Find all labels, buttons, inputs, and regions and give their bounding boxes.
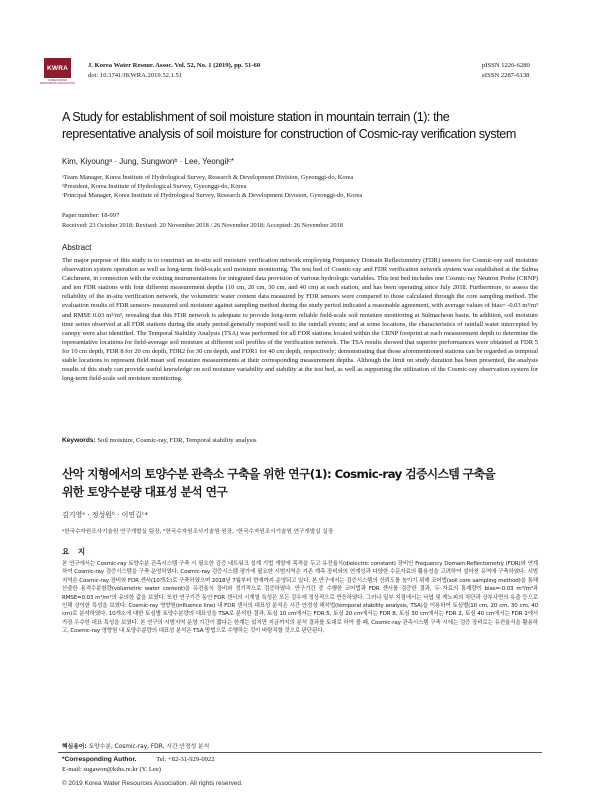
- keywords-ko-text: 토양수분, Cosmic-ray, FDR, 시간 안정성 분석: [88, 744, 210, 750]
- corresponding-tel: Tel: +82-31-929-0922: [156, 756, 215, 763]
- journal-logo: [44, 58, 71, 78]
- submission-dates: Received: 23 October 2018; Revised: 20 November 2018 / 26 November 2018; Accepted: 26 November 2018: [62, 222, 343, 229]
- doi: doi: 10.3741/JKWRA.2019.52.1.51: [88, 72, 183, 79]
- keywords: [62, 437, 257, 444]
- keywords-ko: [62, 741, 209, 750]
- title-line: 위한 토양수분량 대표성 분석 연구: [62, 484, 228, 499]
- authors-ko: 김기영ᵃ · 정성원ᵇ · 이연길ᶜ*: [62, 511, 149, 519]
- eissn: eISSN 2287-6138: [482, 72, 530, 79]
- abstract-heading: Abstract: [62, 243, 92, 252]
- corresponding-email: E-mail: sugawon@kihs.re.kr (Y. Lee): [62, 766, 161, 773]
- pissn: pISSN 1226-6280: [482, 62, 530, 69]
- abstract-ko-text: 본 연구에서는 Cosmic-ray 토양수분 관측시스템 구축 시 필요한 검증 네트워크 설계 기법 개발에 목적을 두고 유전율식(dielectric constant) 장비인 Frequency Domain Reflectometry (FDR)와 연계하여 Cosmic-ray 검증시스템을 구축·운영하였다. Cosmic-ray 검증시스템 평가에 필요한 시범지역은 기존 계측 장비와의 연계성과 다양한 수문자료의 활용성을 고려하여 설마천 유역에 구축하였다. 시범지역은 Cosmic-ray 장비와 FDR 센서(10개소)로 구축하였으며 2018년 7월부터 현재까지 운영되고 있다. 본 연구에서는 검증시스템의 신뢰도를 높이기 위해 코어법(soil core sampling method)을 통해 산출한 용적수분함량(volumetric water content)을 유전율식 장비와 정기적으로 검증하였다. 연구기간 중 수행한 코어법과 FDR 센서를 검증한 결과, 두 자료의 통계량이 bias=-0.03 m³/m³과 RMSE=0.03 m³/m³의 유의한 값을 보였다. 또한 연구기간 동안 FDR 센서의 시계열 특성은 모든 강우에 정상적으로 반응하였다. 그러나 일부 지점에서는 낙엽 및 캐노피의 차단과 상부사면의 유출 등으로 인해 상이한 특성을 보였다. Cosmic-ray 영향원(influence line) 내 FDR 센서의 대표성 분석은 시간 안정성 해석법(temporal stability analysis, TSA)을 이용하여 토심별(10 cm, 20 cm, 30 cm, 40 cm)로 분석하였다. 10개소에 대한 토심별 토양수분량의 대표성을 TSA로 분석한 결과, 토심 10 cm에서는 FDR 5, 토심 20 cm에서는 FDR 8, 토심 30 cm에서는 FDR 2, 토심 40 cm에서는 FDR 1에서 가장 우수한 대표 특성을 보였다. 본 연구의 시범지역 운영 기간이 짧다는 한계는 있지만 지금까지의 분석 결과를 토대로 하여 볼 때, Cosmic-ray 관측시스템 구축 시에는 검증 장비로는 유전율식을 활용하고, Cosmic-ray 영향원 내 토양수분량의 대표성 분석은 TSA 방법으로 수행하는 것이 바람직할 것으로 판단된다.: [62, 561, 538, 635]
- abstract-ko-heading: 요 지: [62, 547, 89, 556]
- affiliation: ᵇPresident, Korea Institute of Hydrological Survey, Gyeonggi-do, Korea: [62, 183, 247, 190]
- journal-logo-text: KWRA: [46, 64, 69, 72]
- keywords-ko-label: 핵심용어:: [62, 744, 87, 750]
- title-line: A Study for establishment of soil moisture station in mountain terrain (1): the: [62, 110, 450, 124]
- corresponding-author: [62, 755, 215, 765]
- copyright: © 2019 Korea Water Resources Association. All rights reserved.: [62, 780, 243, 787]
- affiliation: ᶜPrincipal Manager, Korea Institute of Hydrological Survey, Research & Development Division, Gyeonggi-do, Korea: [62, 192, 363, 199]
- authors-en: Kim, Kiyoungᵃ · Jung, Sungwonᵇ · Lee, Yeongilᶜ*: [62, 157, 235, 166]
- title-line: representative analysis of soil moisture for construction of Cosmic-ray verification system: [62, 126, 516, 141]
- paper-title-en: [62, 109, 562, 142]
- keywords-label: Keywords:: [62, 437, 96, 444]
- corresponding-label: *Corresponding Author.: [62, 756, 137, 763]
- paper-title-ko: [62, 466, 562, 501]
- affiliations-ko: ᵃ한국수자원조사기술원 연구개발실 팀장, ᵇ한국수자원조사기술원 원장, ᶜ한국수자원조사기술원 연구개발실 실장: [62, 529, 334, 535]
- divider: [58, 752, 542, 753]
- abstract-text: The major purpose of this study is to construct an in-situ soil moisture verification network employing Frequency Domain Reflectometry (FDR) sensors for Cosmic-ray soil moisture observation system operation as well as long-term field-scale soil moisture monitoring. The test bed of Cosmic-ray and FDR verification network system was established at the Sulma Catchment, in connection with the existing instrumentations for integrated data provision of various hydrologic variables. This test bed includes one Cosmic-ray Neutron Probe (CRNP) and ten FDR stations with four different measurement depths (10 cm, 20 cm, 30 cm, and 40 cm) at each station, and has been operating since July 2018. Furthermore, to assess the reliability of the in-situ verification network, the volumetric water content data measured by FDR sensors were compared to those calculated through the core sampling method. The evaluation results of FDR sensors- measured soil moisture against sampling method during the study period indicated a reasonable agreement, with average values of bias= -0.03 m³/m³ and RMSE 0.03 m³/m³, revealing that this FDR network is adequate to provide long-term reliable field-scale soil moisture monitoring at Sulmacheon basin. In addition, soil moisture time series observed at all FDR stations during the study period generally respond well to the rainfall events; and at some locations, the characteristics of rainfall water intercepted by canopy were also identified. The Temporal Stability Analysis (TSA) was performed for all FDR stations located within the CRNP footprint at each measurement depth to determine the representative locations for field-average soil moisture at different soil profiles of the verification network. The TSA results showed that superior performances were obtained at FDR 5 for 10 cm depth, FDR 8 for 20 cm depth, FDR2 for 30 cm depth, and FDR1 for 40 cm depth, respectively; demonstrating that those aforementioned stations can be regarded as temporal stable locations to represent field mean soil moisture measurements at their corresponding measurement depths. Although the limit on study duration has been presented, the analysis results of this study can provide useful knowledge on soil moisture variability and stability at the test bed, as well as supporting the utilization of the Cosmic-ray observation system for long-term field-scale soil moisture monitoring.: [62, 257, 538, 383]
- keywords-text: Soil moisture, Cosmic-ray, FDR, Temporal stability analysis: [97, 437, 257, 444]
- journal-citation: J. Korea Water Resour. Assoc. Vol. 52, No. 1 (2019), pp. 51-60: [88, 62, 261, 69]
- title-line: 산악 지형에서의 토양수분 관측소 구축을 위한 연구(1): Cosmic-ray 검증시스템 구축을: [62, 467, 496, 481]
- paper-number: Paper number: 18-097: [62, 212, 120, 219]
- affiliation: ᵃTeam Manager, Korea Institute of Hydrological Survey, Research & Development Division, Gyeonggi-do, Korea: [62, 174, 354, 181]
- journal-logo-subtext: KOREA WATER RESOURCES ASSOCIATION: [40, 79, 75, 85]
